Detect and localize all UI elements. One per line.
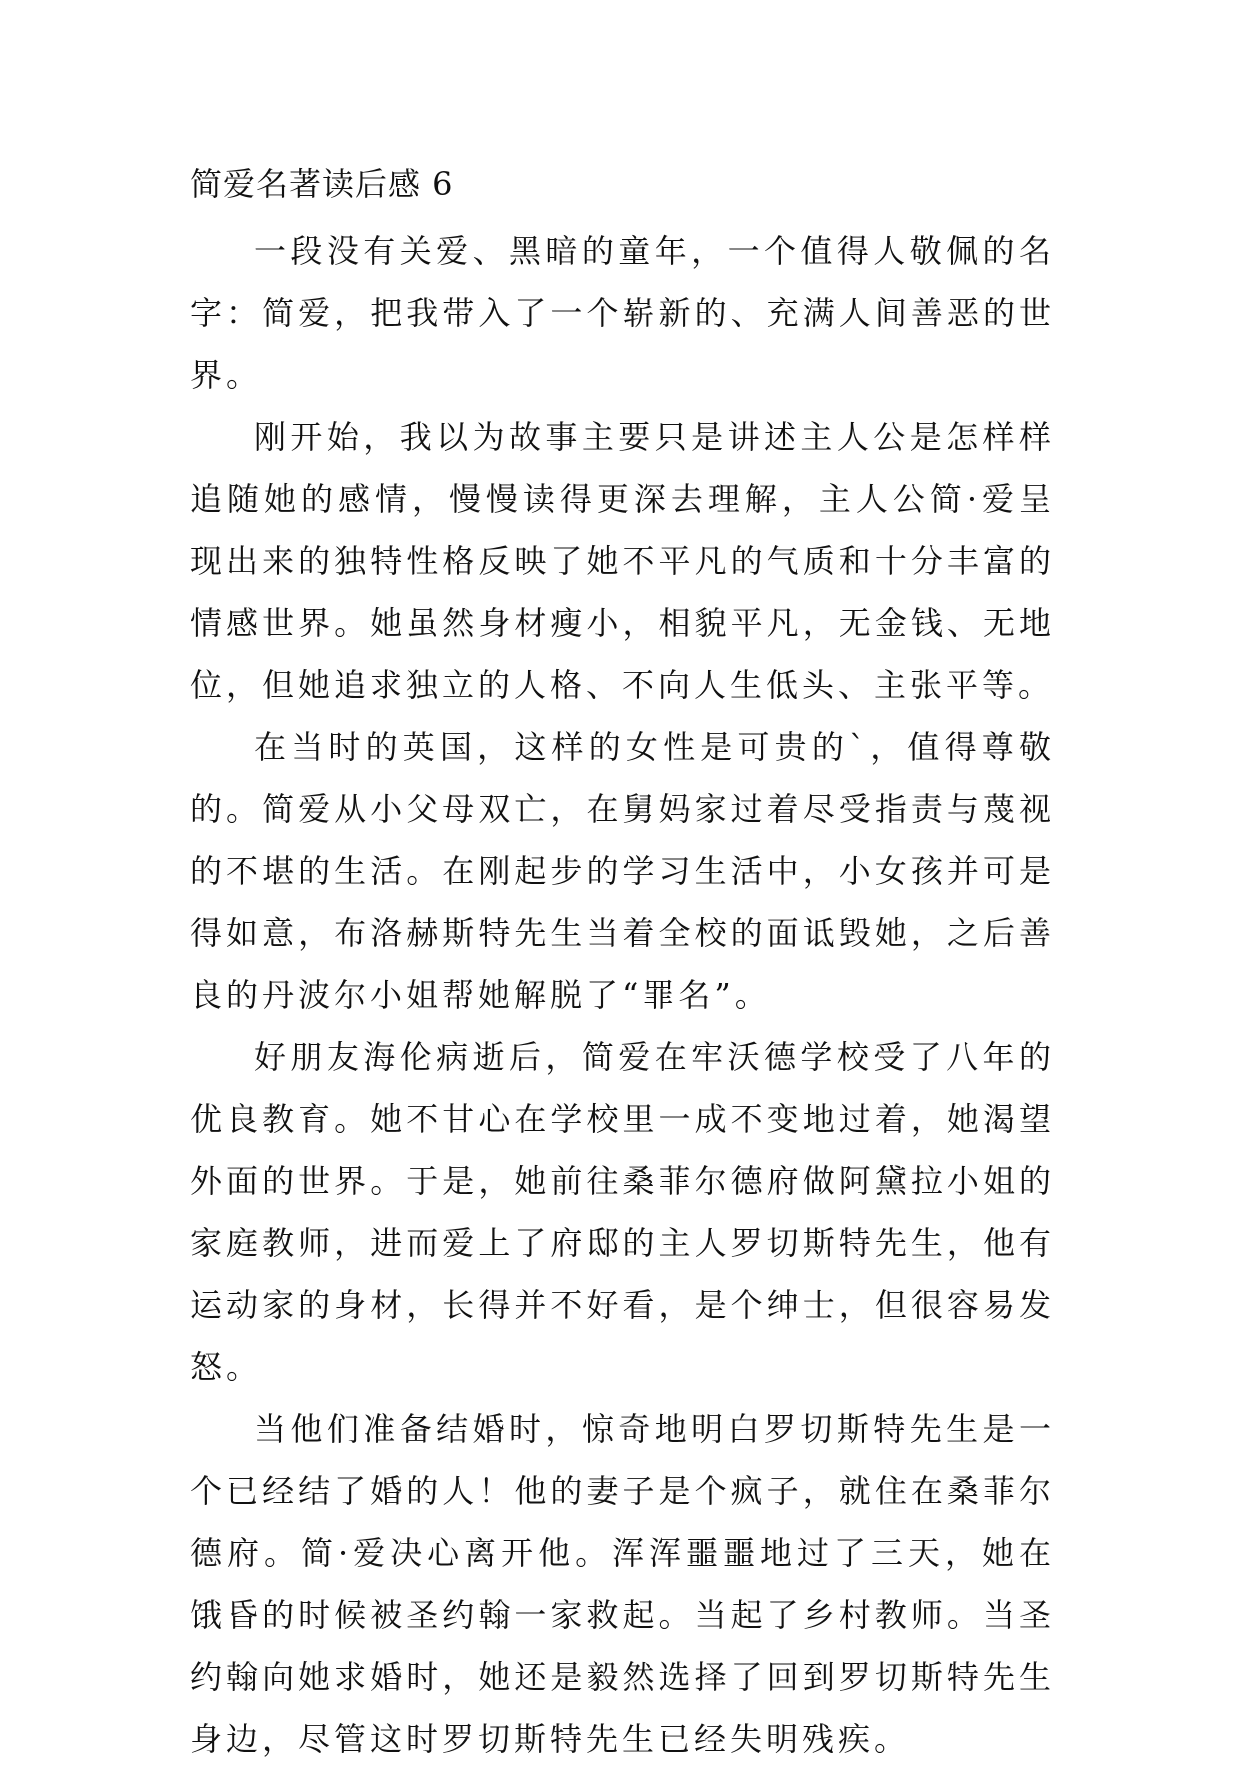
paragraph-2: 刚开始，我以为故事主要只是讲述主人公是怎样样追随她的感情，慢慢读得更深去理解，主人公简·爱呈现出来的独特性格反映了她不平凡的气质和十分丰富的情感世界。她虽然身材瘦小，相貌平凡，无金钱、无地位，但她追求独立的人格、不向人生低头、主张平等。: [190, 418, 1055, 704]
document-title: 简爱名著读后感 6: [190, 165, 454, 203]
paragraph-3: 在当时的英国，这样的女性是可贵的`，值得尊敬的。简爱从小父母双亡，在舅妈家过着尽受指责与蔑视的不堪的生活。在刚起步的学习生活中，小女孩并可是得如意，布洛赫斯特先生当着全校的面诋毁她，之后善良的丹波尔小姐帮她解脱了“罪名”。: [190, 728, 1055, 1014]
paragraph-5: 当他们准备结婚时，惊奇地明白罗切斯特先生是一个已经结了婚的人！他的妻子是个疯子，就住在桑菲尔德府。简·爱决心离开他。浑浑噩噩地过了三天，她在饿昏的时候被圣约翰一家救起。当起了乡村教师。当圣约翰向她求婚时，她还是毅然选择了回到罗切斯特先生身边，尽管这时罗切斯特先生已经失明残疾。: [190, 1410, 1055, 1758]
paragraph-1: 一段没有关爱、黑暗的童年，一个值得人敬佩的名字：简爱，把我带入了一个崭新的、充满人间善恶的世界。: [190, 232, 1055, 394]
document-body: [190, 220, 1055, 1770]
paragraph-4: 好朋友海伦病逝后，简爱在牢沃德学校受了八年的优良教育。她不甘心在学校里一成不变地过着，她渴望外面的世界。于是，她前往桑菲尔德府做阿黛拉小姐的家庭教师，进而爱上了府邸的主人罗切斯特先生，他有运动家的身材，长得并不好看，是个绅士，但很容易发怒。: [190, 1038, 1055, 1386]
